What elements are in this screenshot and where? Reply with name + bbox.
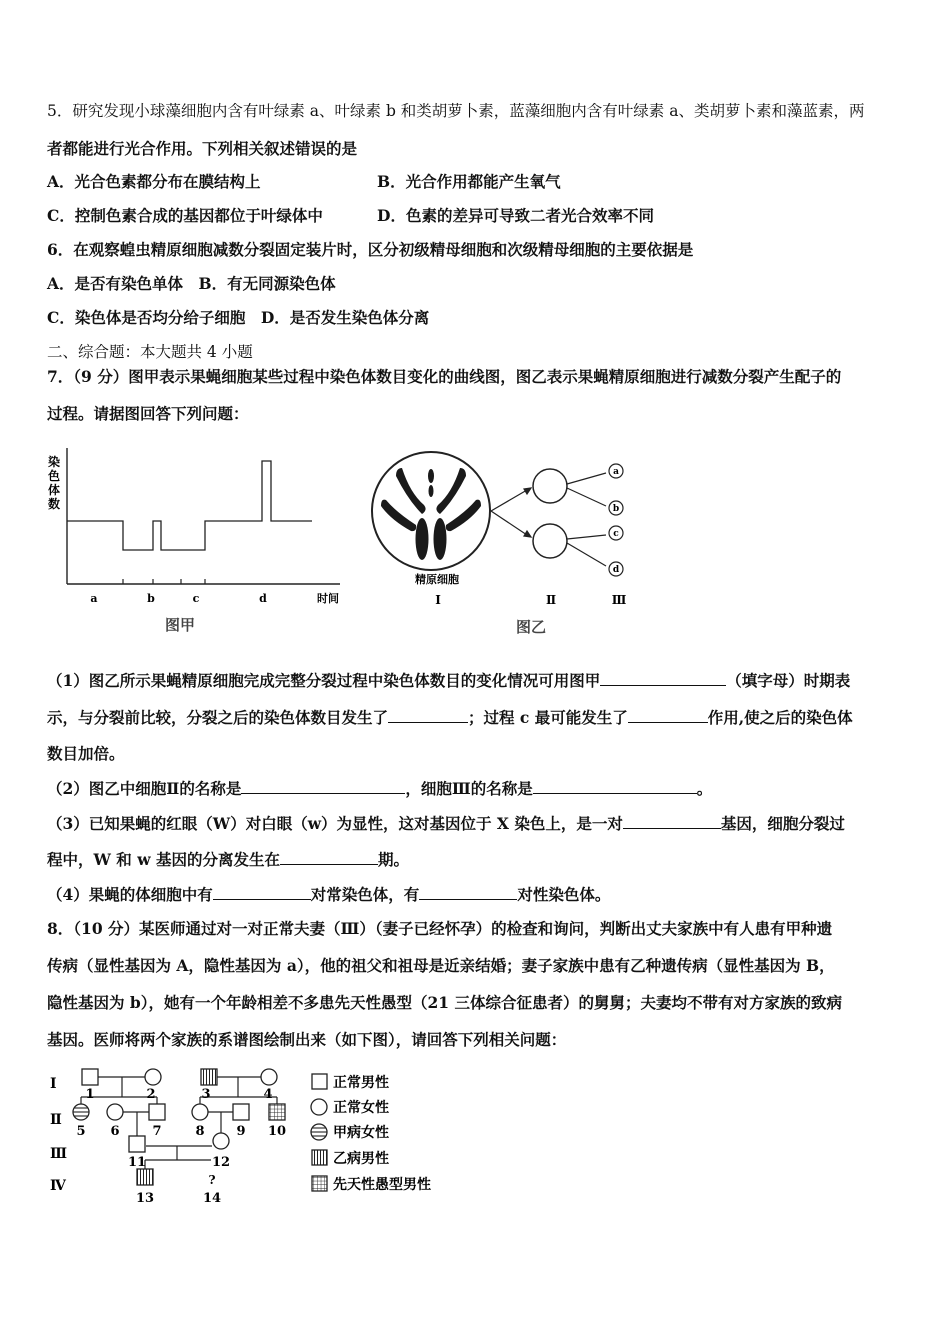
individual-1-normal-male [82, 1069, 98, 1085]
q7-stem-line2: 过程。请据图回答下列问题： [47, 404, 249, 423]
q7-p3-text-a: （3）已知果蝇的红眼（W）对白眼（w）为显性，这对基因位于 X 染色上，是一对 [47, 814, 623, 833]
pedigree-legend [311, 1074, 327, 1191]
arrow-to-gamete-d [567, 543, 606, 566]
gamete-label-a: a [613, 467, 619, 477]
id-7: 7 [152, 1124, 162, 1139]
legend-label-down-syndrome-male: 先天性愚型男性 [333, 1177, 431, 1193]
jia-y-label-char-4: 数 [47, 497, 61, 511]
jia-y-label-char-2: 色 [47, 469, 61, 483]
id-8: 8 [195, 1124, 205, 1139]
id-11: 11 [127, 1155, 147, 1170]
chromosome-3 [381, 500, 416, 532]
legend-label-disease-a-female: 甲病女性 [333, 1125, 389, 1141]
yi-gamete-labels [613, 467, 620, 575]
q5-option-c: C．控制色素合成的基因都位于叶绿体中 [47, 206, 323, 225]
q7-p4-line [47, 884, 610, 906]
yi-gametes [609, 464, 623, 576]
legend-label-normal-male: 正常男性 [333, 1075, 389, 1091]
chromosome-7 [428, 469, 434, 483]
answer-blank-9[interactable] [419, 885, 517, 900]
legend-symbol-normal-male [312, 1074, 327, 1089]
id-12: 12 [211, 1155, 231, 1170]
q5-stem-line2: 者都能进行光合作用。下列相关叙述错误的是 [47, 139, 358, 158]
q7-p1-text-b: （填字母）时期表 [726, 671, 851, 690]
jia-tick-label-d: d [259, 592, 267, 605]
q7-p2-line [47, 778, 712, 800]
id-13: 13 [135, 1191, 155, 1206]
yi-stage-label-iii: Ⅲ [611, 593, 627, 607]
id-1: 1 [85, 1087, 95, 1102]
figure-jia [40, 440, 355, 640]
pedigree-individuals [73, 1069, 285, 1185]
jia-ticks [123, 579, 205, 584]
individual-12-normal-female [213, 1133, 229, 1149]
generation-label-ii: Ⅱ [50, 1112, 62, 1128]
arrow-to-cell-ii-lower [491, 511, 527, 535]
answer-blank-2[interactable] [388, 708, 468, 723]
jia-tick-label-c: c [192, 592, 200, 605]
chromosome-2 [436, 468, 466, 514]
arrow-to-gamete-a [567, 473, 606, 484]
q7-p4-text-b: 对常染色体，有 [310, 885, 420, 904]
yi-arrows [491, 488, 531, 537]
generation-label-i: Ⅰ [50, 1076, 57, 1092]
individual-13-disease-b-male [137, 1169, 153, 1185]
chromosome-5 [416, 518, 429, 560]
jia-x-label: 时间 [317, 592, 339, 605]
jia-caption: 图甲 [164, 616, 196, 634]
q7-p1-text-e: 作用,使之后的染色体 [707, 708, 853, 727]
legend-labels [333, 1074, 431, 1193]
q8-line2: 传病（显性基因为 A，隐性基因为 a），他的祖父和祖母是近亲结婚；妻子家族中患有乙种遗传病（显性基因为 B， [47, 956, 835, 975]
legend-symbol-normal-female [311, 1099, 327, 1115]
generation-label-iv: Ⅳ [50, 1178, 66, 1194]
id-5: 5 [76, 1124, 86, 1139]
q7-p3-line1 [47, 813, 845, 835]
legend-symbol-disease-b-male [312, 1150, 327, 1165]
q7-p2-text-c: 。 [696, 779, 713, 798]
jia-tick-label-b: b [147, 592, 155, 605]
jia-y-label-char-1: 染 [47, 455, 61, 469]
q7-p1-text-a: （1）图乙所示果蝇精原细胞完成完整分裂过程中染色体数目的变化情况可用图甲 [47, 671, 601, 690]
q7-p4-text-c: 对性染色体。 [517, 885, 611, 904]
individual-5-disease-a-female [73, 1104, 89, 1120]
q7-p3-text-b: 基因，细胞分裂过 [720, 814, 845, 833]
individual-9-normal-male [233, 1104, 249, 1120]
legend-label-disease-b-male: 乙病男性 [333, 1151, 389, 1167]
gamete-label-c: c [613, 529, 619, 539]
individual-4-normal-female [261, 1069, 277, 1085]
answer-blank-7[interactable] [280, 850, 378, 865]
answer-blank-5[interactable] [533, 779, 697, 794]
q7-p2-text-a: （2）图乙中细胞Ⅱ的名称是 [47, 779, 242, 798]
individual-2-normal-female [145, 1069, 161, 1085]
q7-p4-text-a: （4）果蝇的体细胞中有 [47, 885, 213, 904]
q5-option-d: D．色素的差异可导致二者光合效率不同 [377, 206, 654, 225]
individual-10-down-syndrome-male [269, 1104, 285, 1120]
legend-symbol-disease-a-female [311, 1124, 327, 1140]
arrowhead-1 [524, 488, 531, 494]
id-4: 4 [263, 1087, 273, 1102]
yi-cell-label: 精原细胞 [415, 573, 459, 586]
unknown-mark: ? [208, 1173, 216, 1187]
individual-7-normal-male [149, 1104, 165, 1120]
jia-tick-labels [90, 592, 267, 605]
q8-line3: 隐性基因为 b），她有一个年龄相差不多患先天性愚型（21 三体综合征患者）的舅舅；夫妻均不带有对方家族的致病 [47, 993, 842, 1012]
jia-tick-label-a: a [90, 592, 98, 605]
q7-p1-line1 [47, 670, 850, 692]
section-2-heading: 二、综合题：本大题共 4 小题 [47, 343, 253, 361]
id-6: 6 [110, 1124, 120, 1139]
id-9: 9 [236, 1124, 246, 1139]
arrow-to-gamete-b [567, 488, 606, 506]
q6-options-cd: C．染色体是否均分给子细胞 D．是否发生染色体分离 [47, 308, 430, 327]
q7-p1-line3: 数目加倍。 [47, 744, 125, 763]
q7-p2-text-b: ，细胞Ⅲ的名称是 [405, 779, 533, 798]
individual-11-normal-male [129, 1136, 145, 1152]
q8-line1: 8．（10 分）某医师通过对一对正常夫妻（Ⅲ）（妻子已经怀孕）的检查和询问，判断出丈夫家族中有人患有甲种遗 [47, 919, 833, 938]
yi-stage-label-i: Ⅰ [435, 593, 441, 607]
chromosome-6 [434, 518, 447, 560]
legend-label-normal-female: 正常女性 [333, 1100, 389, 1116]
q5-option-a: A．光合色素都分布在膜结构上 [47, 172, 261, 191]
chromosome-4 [446, 500, 481, 532]
arrowhead-2 [524, 531, 531, 537]
yi-cell-ii-upper [533, 469, 567, 503]
q6-stem: 6．在观察蝗虫精原细胞减数分裂固定装片时，区分初级精母细胞和次级精母细胞的主要依据是 [47, 240, 694, 259]
jia-y-label-char-3: 体 [47, 483, 61, 497]
answer-blank-3[interactable] [628, 708, 708, 723]
individual-6-normal-female [107, 1104, 123, 1120]
jia-curve [67, 461, 312, 550]
q7-p1-text-d: ；过程 c 最可能发生了 [468, 708, 628, 727]
id-10: 10 [267, 1124, 287, 1139]
answer-blank-1[interactable] [600, 671, 726, 686]
q7-p3-text-d: 期。 [377, 850, 409, 869]
q8-line4: 基因。医师将两个家族的系谱图绘制出来（如下图），请回答下列相关问题： [47, 1030, 567, 1049]
gamete-label-d: d [612, 565, 620, 575]
chromosome-8 [429, 485, 434, 497]
pedigree-chart [40, 1062, 470, 1222]
pedigree-lines [81, 1077, 277, 1169]
yi-arrows-iii [567, 473, 606, 566]
legend-symbol-down-syndrome-male [312, 1176, 327, 1191]
q7-stem-line1: 7．（9 分）图甲表示果蝇细胞某些过程中染色体数目变化的曲线图，图乙表示果蝇精原细胞进行减数分裂产生配子的 [47, 367, 842, 386]
yi-chromosomes [381, 468, 481, 560]
figure-yi [365, 440, 640, 650]
arrow-to-gamete-c [567, 535, 606, 539]
generation-labels [50, 1076, 67, 1194]
jia-y-label [47, 454, 60, 511]
gamete-label-b: b [612, 504, 620, 514]
arrow-to-cell-ii-upper [491, 490, 527, 511]
q5-option-b: B．光合作用都能产生氧气 [377, 172, 561, 191]
q7-p1-line2 [47, 707, 853, 729]
q7-p3-text-c: 程中，W 和 w 基因的分离发生在 [47, 850, 280, 869]
chromosome-1 [396, 468, 426, 514]
id-14: 14 [202, 1191, 222, 1206]
generation-label-iii: Ⅲ [50, 1146, 68, 1162]
individual-8-normal-female [192, 1104, 208, 1120]
q5-stem-line1: 5．研究发现小球藻细胞内含有叶绿素 a、叶绿素 b 和类胡萝卜素，蓝藻细胞内含有叶绿素 a、类胡萝卜素和藻蓝素，两 [47, 102, 865, 120]
id-3: 3 [201, 1087, 211, 1102]
id-2: 2 [146, 1087, 156, 1102]
yi-cell-ii-lower [533, 524, 567, 558]
answer-blank-4[interactable] [241, 779, 405, 794]
yi-caption: 图乙 [515, 618, 547, 636]
yi-stage-label-ii: Ⅱ [545, 593, 557, 607]
q7-p3-line2 [47, 849, 409, 871]
q7-p1-text-c: 示，与分裂前比较，分裂之后的染色体数目发生了 [47, 708, 389, 727]
individual-3-disease-b-male [201, 1069, 217, 1085]
answer-blank-6[interactable] [623, 814, 721, 829]
answer-blank-8[interactable] [213, 885, 311, 900]
q6-options-ab: A．是否有染色单体 B．有无同源染色体 [47, 274, 336, 293]
